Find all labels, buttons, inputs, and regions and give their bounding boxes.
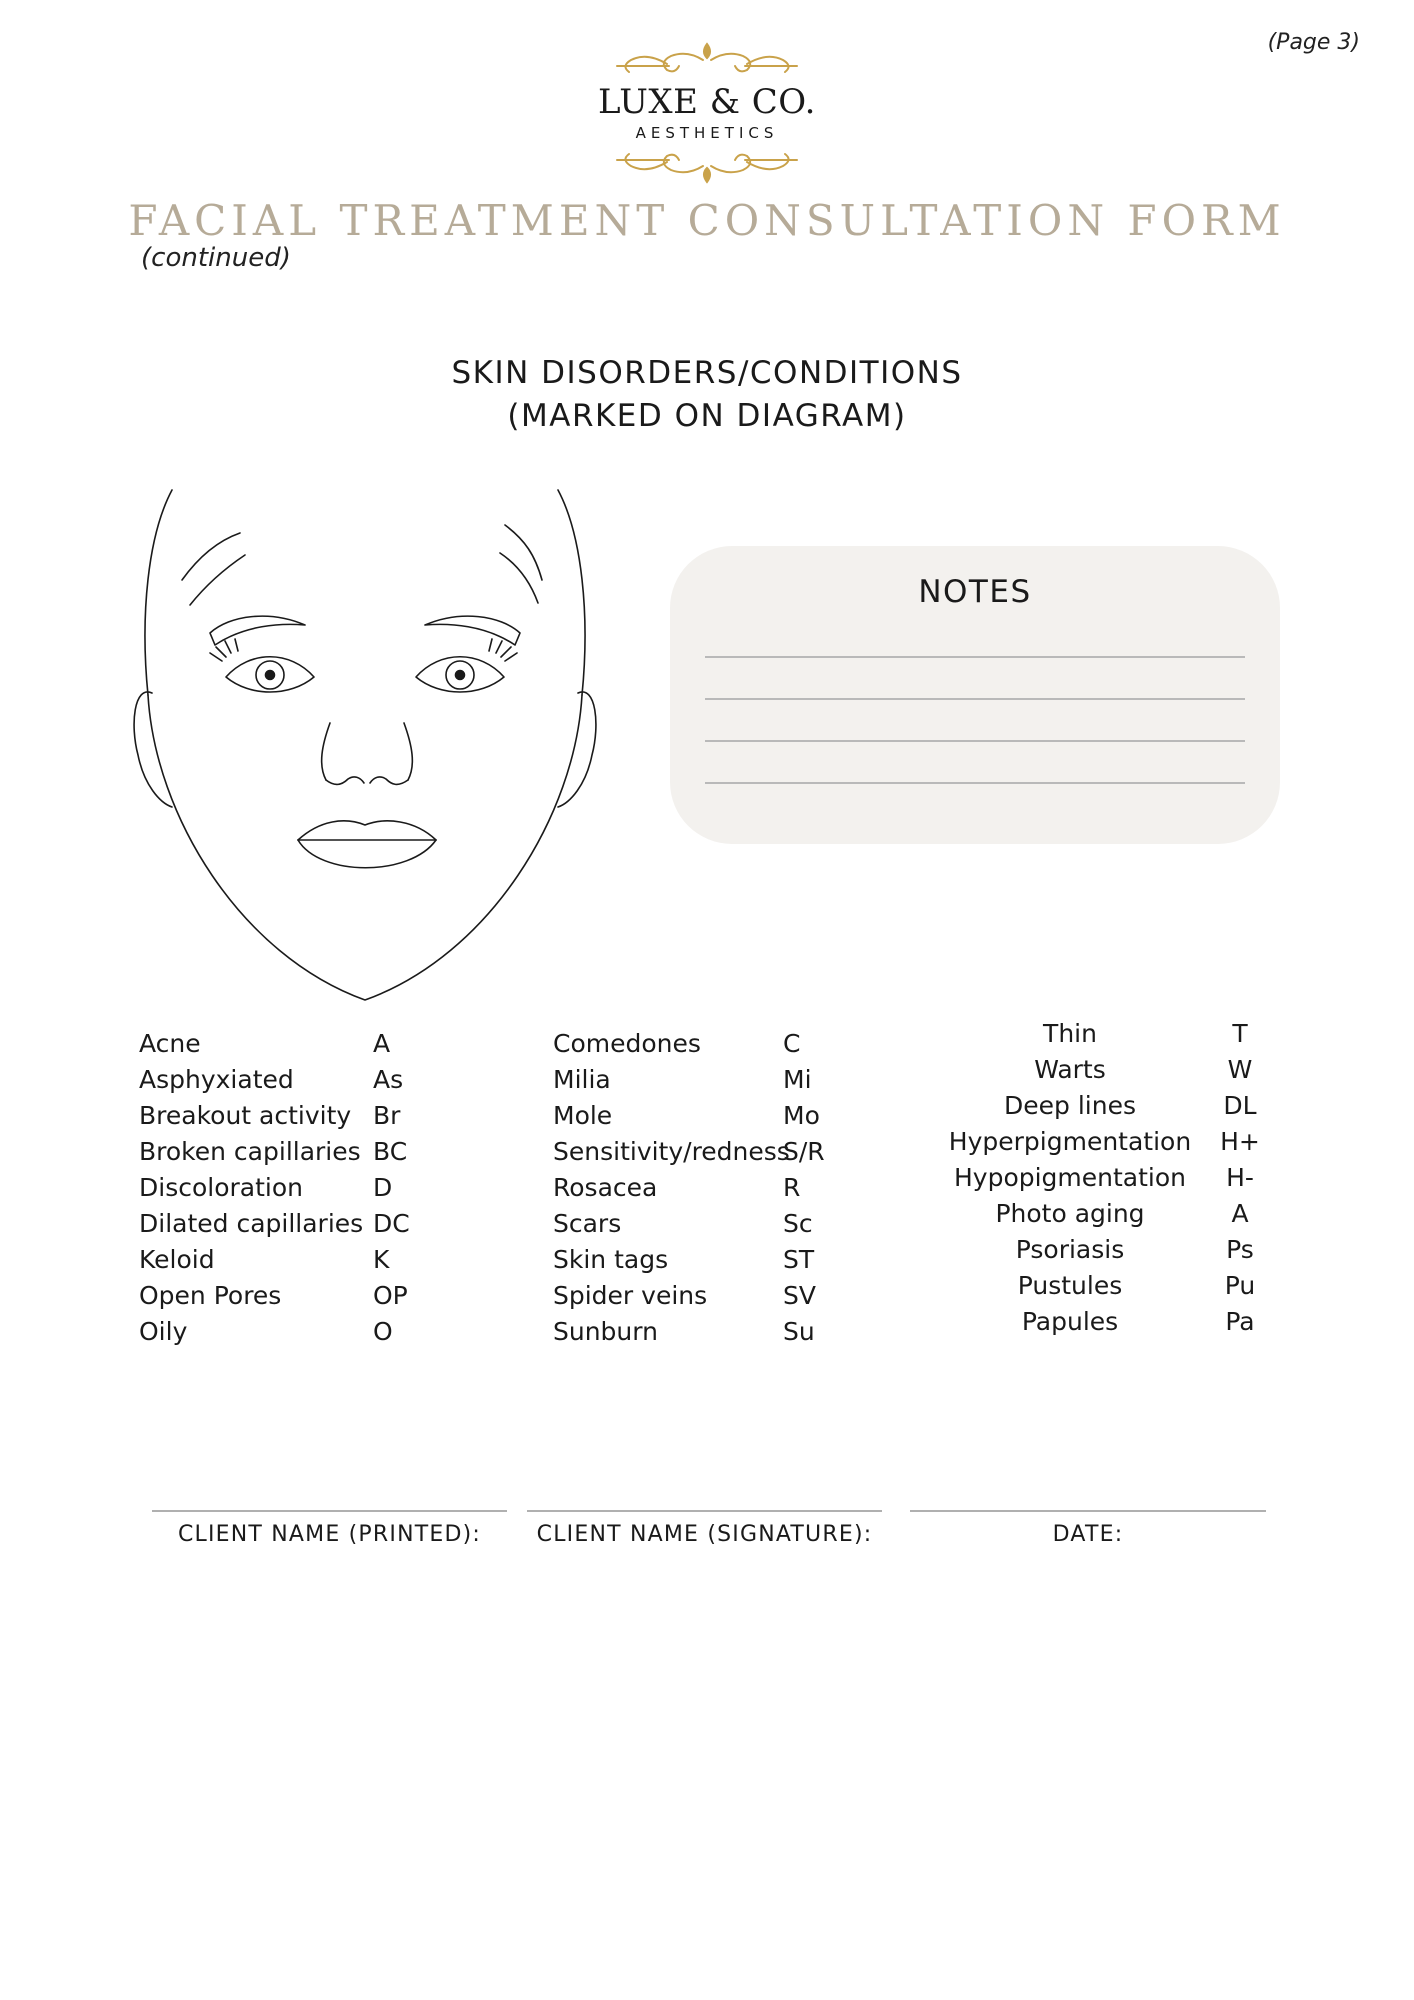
form-title: FACIAL TREATMENT CONSULTATION FORM [128, 196, 1286, 245]
legend-code: D [373, 1173, 393, 1202]
legend-code: A [1231, 1199, 1249, 1228]
legend-label: Scars [553, 1209, 622, 1238]
notes-line[interactable] [705, 656, 1245, 658]
legend-code: H+ [1220, 1127, 1260, 1156]
legend-code: S/R [783, 1137, 825, 1166]
notes-line[interactable] [705, 782, 1245, 784]
continued-note: (continued) [141, 243, 291, 273]
client-signature-label: CLIENT NAME (SIGNATURE): [536, 1522, 873, 1547]
legend-code: R [783, 1173, 801, 1202]
notes-box [670, 546, 1280, 844]
legend-code: C [783, 1029, 801, 1058]
legend-column-2 [553, 1026, 853, 1356]
brand-name: LUXE & CO. [598, 82, 816, 122]
legend-code: Br [373, 1101, 401, 1130]
legend-label: Thin [1043, 1019, 1097, 1048]
legend-code: DC [373, 1209, 410, 1238]
legend-label: Hypopigmentation [953, 1163, 1187, 1192]
legend-label: Comedones [553, 1029, 701, 1058]
legend-label: Breakout activity [139, 1101, 352, 1130]
legend-code: OP [373, 1281, 408, 1310]
legend-code: DL [1223, 1091, 1257, 1120]
legend-code: As [373, 1065, 404, 1094]
legend-code: BC [373, 1137, 408, 1166]
legend-label: Warts [1034, 1055, 1106, 1084]
legend-code: T [1232, 1019, 1248, 1048]
legend-label: Dilated capillaries [139, 1209, 364, 1238]
legend-label: Acne [139, 1029, 201, 1058]
legend-label: Psoriasis [1015, 1235, 1125, 1264]
legend-code: Pu [1224, 1271, 1256, 1300]
client-signature-field[interactable] [527, 1510, 882, 1512]
legend-code: Mi [783, 1065, 812, 1094]
legend-column-3 [940, 1016, 1280, 1346]
face-diagram[interactable] [130, 485, 600, 1005]
legend-label: Sunburn [553, 1317, 658, 1346]
notes-title: NOTES [918, 574, 1032, 610]
legend-label: Deep lines [1004, 1091, 1136, 1120]
notes-line[interactable] [705, 740, 1245, 742]
section-title [0, 352, 1414, 438]
legend-label: Hyperpigmentation [948, 1127, 1192, 1156]
legend-label: Spider veins [553, 1281, 708, 1310]
section-title-line2: (MARKED ON DIAGRAM) [507, 398, 907, 434]
legend-label: Papules [1021, 1307, 1119, 1336]
legend-label: Mole [553, 1101, 613, 1130]
legend-code: Sc [783, 1209, 813, 1238]
legend-code: O [373, 1317, 393, 1346]
date-label: DATE: [1052, 1522, 1124, 1547]
client-printed-name-field[interactable] [152, 1510, 507, 1512]
legend-label: Oily [139, 1317, 188, 1346]
legend-code: W [1227, 1055, 1253, 1084]
legend-label: Broken capillaries [139, 1137, 361, 1166]
legend-label: Sensitivity/redness [553, 1137, 790, 1166]
section-title-line1: SKIN DISORDERS/CONDITIONS [451, 355, 963, 391]
legend-label: Pustules [1017, 1271, 1123, 1300]
legend-label: Asphyxiated [139, 1065, 294, 1094]
page-number: (Page 3) [1267, 30, 1360, 55]
legend-label: Discoloration [139, 1173, 303, 1202]
client-printed-name-label: CLIENT NAME (PRINTED): [177, 1522, 482, 1547]
legend-code: A [373, 1029, 391, 1058]
legend-column-1 [139, 1026, 439, 1356]
legend-label: Milia [553, 1065, 611, 1094]
legend-code: H- [1226, 1163, 1254, 1192]
legend-label: Skin tags [553, 1245, 669, 1274]
legend-label: Photo aging [995, 1199, 1145, 1228]
legend-code: Ps [1226, 1235, 1254, 1264]
legend-code: Su [783, 1317, 815, 1346]
brand-subtitle: AESTHETICS [635, 124, 779, 142]
legend-label: Rosacea [553, 1173, 658, 1202]
date-field[interactable] [910, 1510, 1266, 1512]
legend-code: Mo [783, 1101, 820, 1130]
legend-code: ST [783, 1245, 815, 1274]
legend-code: SV [783, 1281, 816, 1310]
notes-line[interactable] [705, 698, 1245, 700]
legend-code: K [373, 1245, 390, 1274]
legend-code: Pa [1225, 1307, 1255, 1336]
legend-label: Open Pores [139, 1281, 282, 1310]
legend-label: Keloid [139, 1245, 215, 1274]
